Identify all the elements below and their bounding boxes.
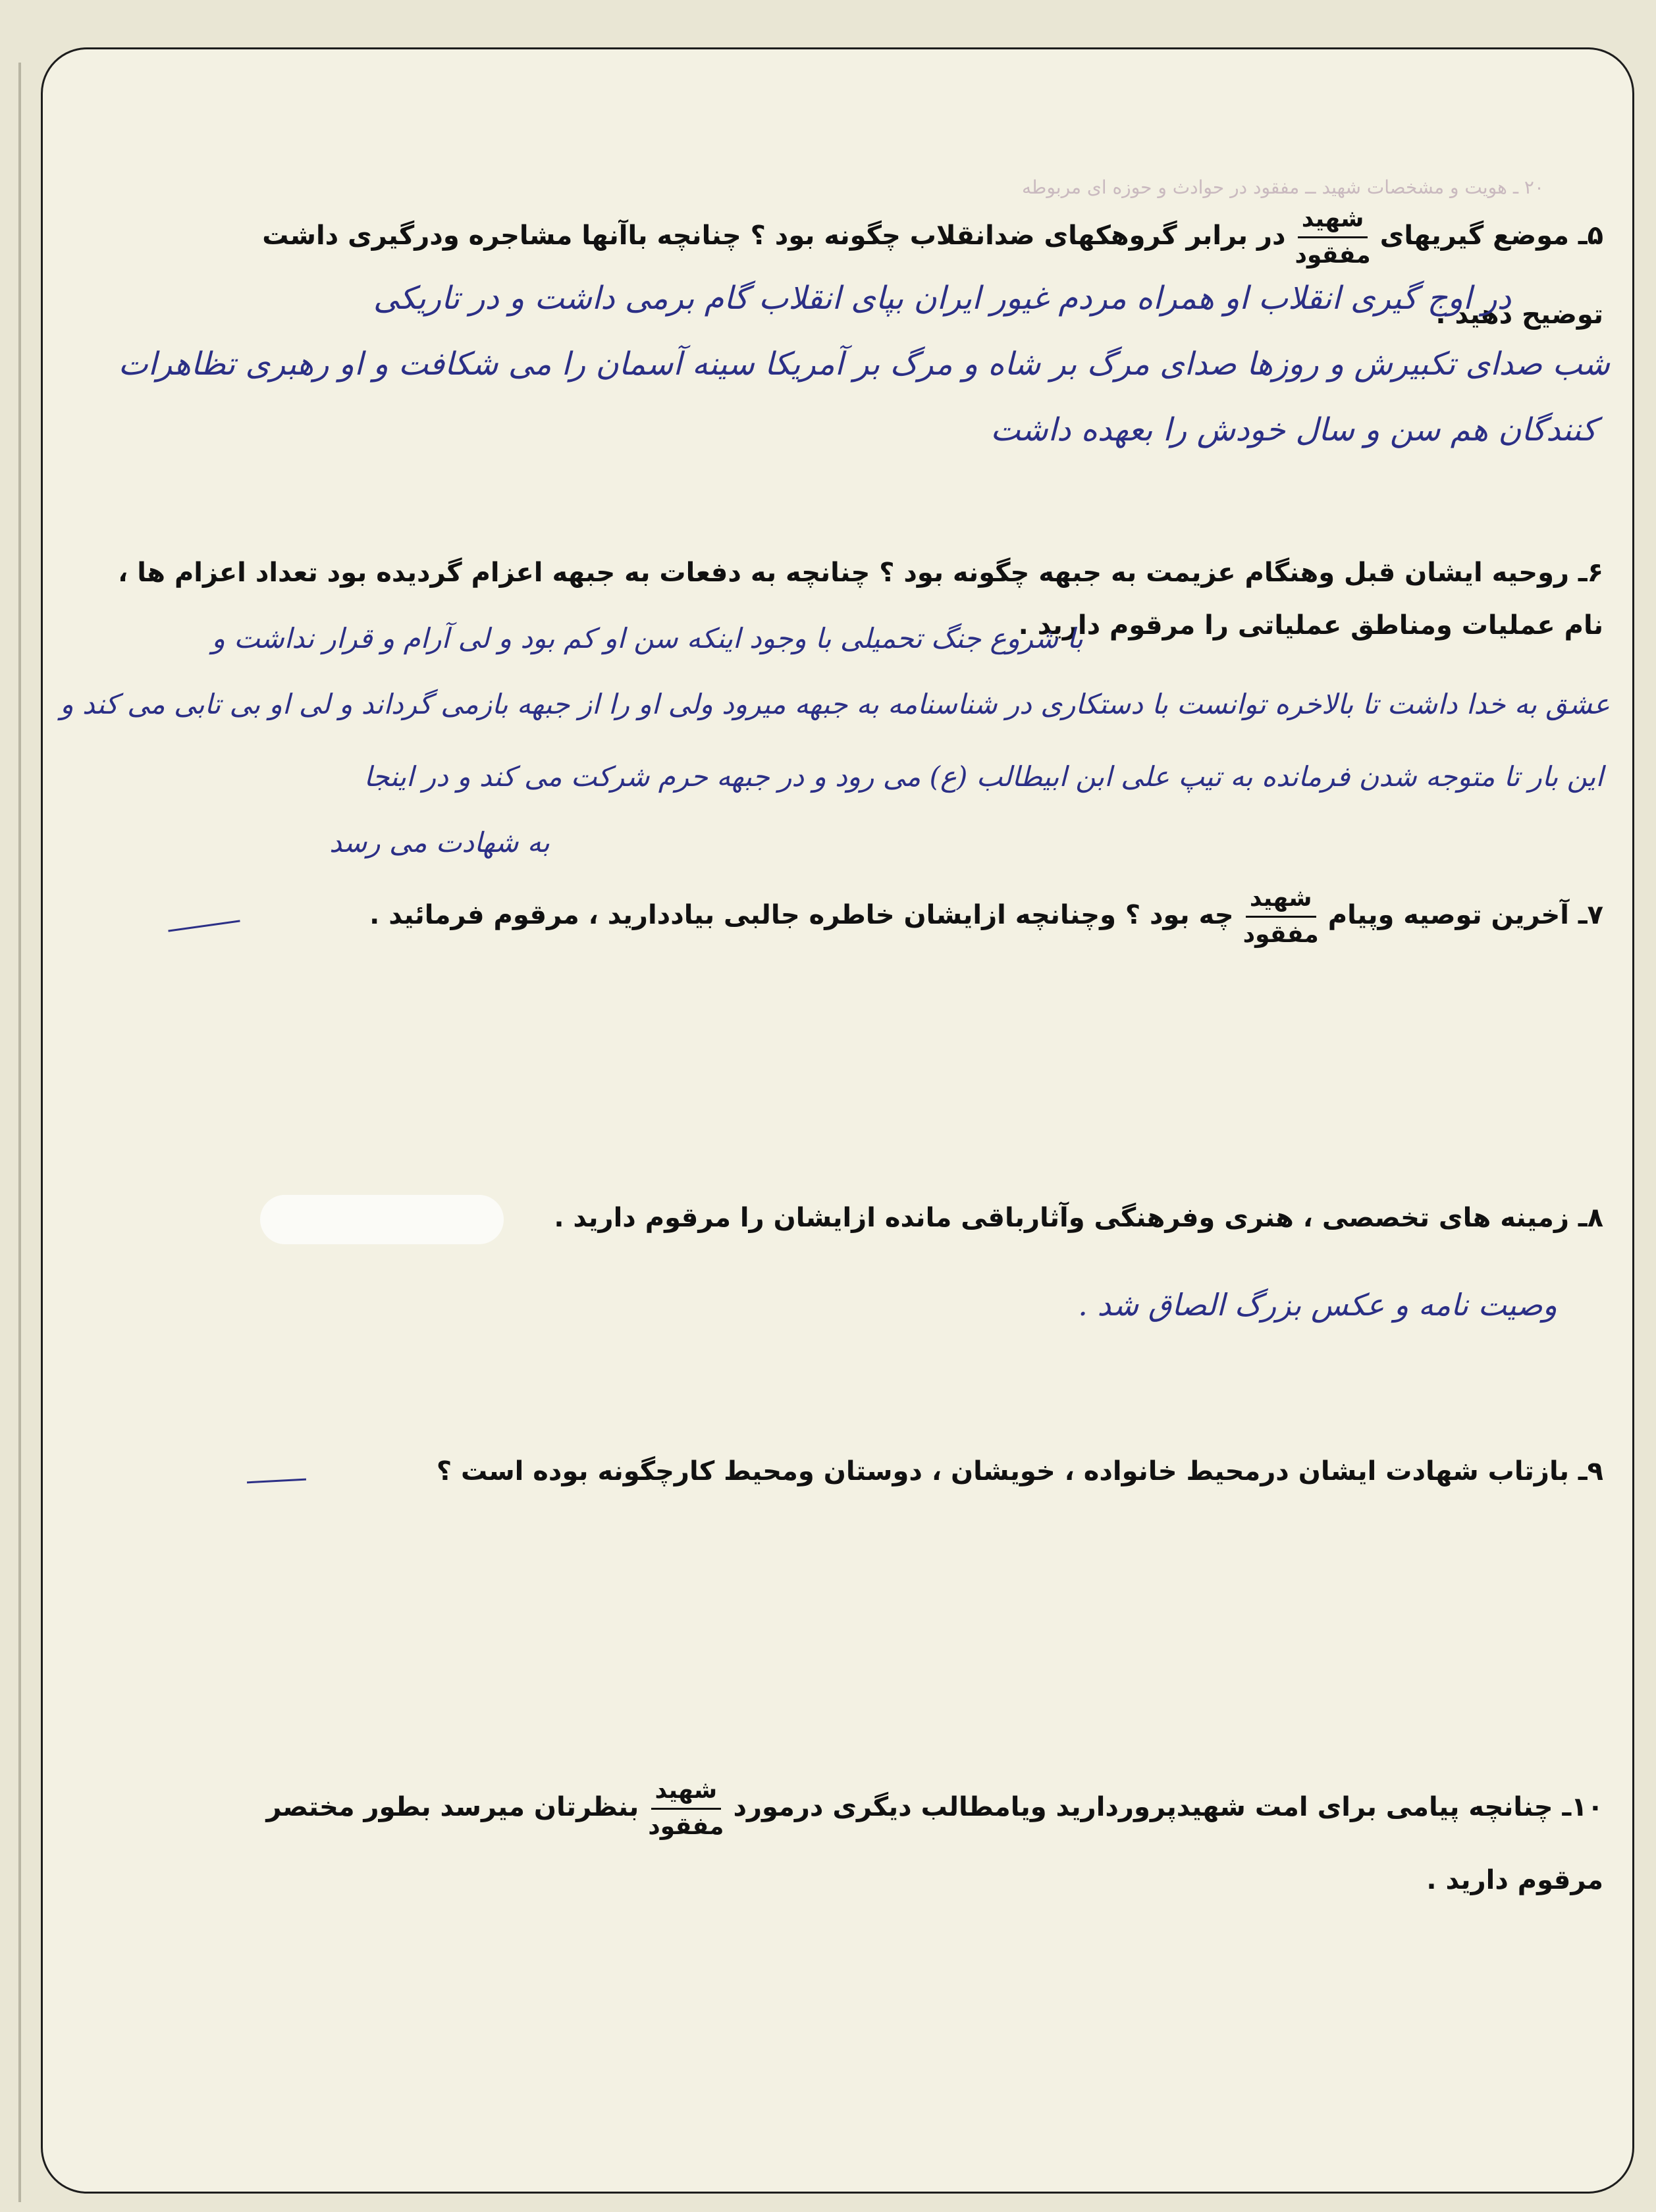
answer-6-line-1: با شروع جنگ تحمیلی با وجود اینکه سن او کم بود و لی آرام و قرار نداشت و <box>211 622 1083 654</box>
answer-6-line-2: عشق به خدا داشت تا بالاخره توانست با دستکاری در شناسنامه به جبهه میرود ولی او را از جبهه بازمی گرداند و لی او بی تابی می کند و <box>60 688 1610 720</box>
answer-5-line-2: شب صدای تکبیرش و روزها صدای مرگ بر شاه و مرگ بر آمریکا سینه آسمان را می شکافت و او رهبری تظاهرات <box>118 346 1610 382</box>
question-10-text-b: بنظرتان میرسد بطور مختصر <box>266 1792 639 1822</box>
fraction-top: شهید <box>1298 202 1368 238</box>
martyr-missing-fraction <box>648 1774 724 1844</box>
fraction-bottom: مفقود <box>1242 920 1319 948</box>
question-6-text-line2: نام عملیات ومناطق عملیاتی را مرقوم دارید . <box>1018 610 1603 641</box>
answer-8: وصیت نامه و عکس بزرگ الصاق شد . <box>1078 1287 1557 1323</box>
question-10-text-line2: مرقوم دارید . <box>1426 1864 1603 1895</box>
fraction-top: شهید <box>651 1774 722 1810</box>
page-crease <box>18 63 21 2202</box>
answer-6-line-4: به شهادت می رسد <box>329 826 550 858</box>
question-7-text-b: چه بود ؟ وچنانچه ازایشان خاطره جالبی بیاددارید ، مرقوم فرمائید . <box>369 900 1234 930</box>
question-7 <box>99 876 1603 955</box>
question-9-text: ۹ـ بازتاب شهادت ایشان درمحیط خانواده ، خویشان ، دوستان ومحیط کارچگونه بوده است ؟ <box>436 1456 1603 1487</box>
question-7-text-a: ۷ـ آخرین توصیه وپیام <box>1327 900 1603 930</box>
question-9 <box>99 1445 1603 1498</box>
answer-6-line-3: این بار تا متوجه شدن فرمانده به تیپ علی ابن ابیطالب (ع) می رود و در جبهه حرم شرکت می کند و در اینجا <box>363 760 1603 793</box>
fraction-bottom: مفقود <box>1295 241 1371 269</box>
question-5-text-b: در برابر گروهکهای ضدانقلاب چگونه بود ؟ چنانچه باآنها مشاجره ودرگیری داشت <box>262 221 1286 251</box>
question-6-text-line1: ۶ـ روحیه ایشان قبل وهنگام عزیمت به جبهه چگونه بود ؟ چنانچه به دفعات به جبهه اعزام گردیده بود تعداد اعزام ها ، <box>118 558 1603 588</box>
question-5-text-a: ۵ـ موضع گیریهای <box>1379 221 1603 251</box>
question-8 <box>99 1192 1603 1244</box>
question-8-text: ۸ـ زمینه های تخصصی ، هنری وفرهنگی وآثارباقی مانده ازایشان را مرقوم دارید . <box>554 1203 1603 1233</box>
question-10-text-a: ۱۰ـ چنانچه پیامی برای امت شهیدپروردارید ویامطالب دیگری درمورد <box>733 1792 1603 1822</box>
fraction-top: شهید <box>1246 882 1316 918</box>
question-10 <box>99 1771 1603 1916</box>
question-5-text-line2: توضیح دهید . <box>1435 300 1603 330</box>
question-5 <box>99 196 1603 354</box>
answer-5-line-3: کنندگان هم سن و سال خودش را بعهده داشت <box>990 411 1597 448</box>
martyr-missing-fraction <box>1295 202 1371 273</box>
faint-header-text: ۲۰ ـ هویت و مشخصات شهید ــ مفقود در حوادث و حوزه ای مربوطه <box>1022 176 1544 198</box>
answer-5-line-1: در اوج گیری انقلاب او همراه مردم غیور ایران بپای انقلاب گام برمی داشت و در تاریکی <box>373 280 1511 317</box>
fraction-bottom: مفقود <box>648 1812 724 1840</box>
martyr-missing-fraction <box>1243 882 1319 952</box>
